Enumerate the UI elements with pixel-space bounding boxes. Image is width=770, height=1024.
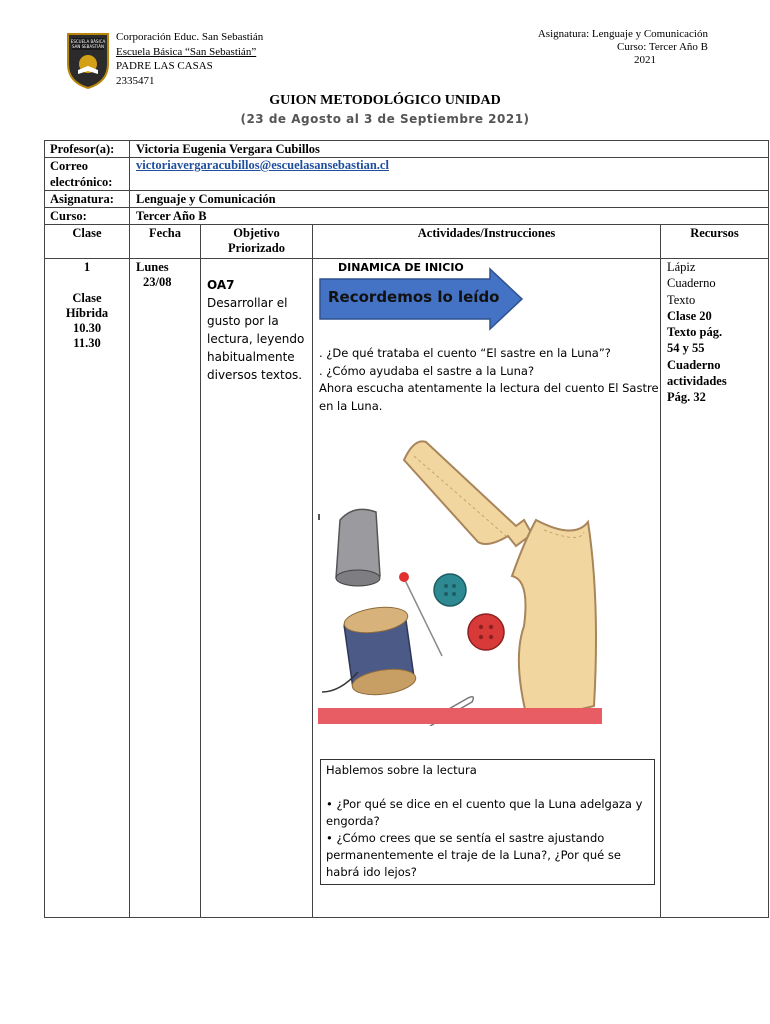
org-line-1: Corporación Educ. San Sebastián: [116, 31, 264, 43]
red-strip: [318, 708, 602, 724]
oa-line: Desarrollar el: [207, 296, 288, 310]
question-line: . ¿De qué trataba el cuento “El sastre en la Luna”?: [319, 346, 611, 360]
email-label-2: electrónico:: [50, 175, 113, 189]
subject-line: Asignatura: Lenguaje y Comunicación: [537, 28, 708, 40]
course-line: Curso: Tercer Año B: [617, 41, 708, 53]
bodice-fabric: [512, 520, 596, 722]
clase-type-1: Clase: [72, 291, 102, 305]
school-logo: [64, 30, 112, 90]
col-objetivo: [201, 226, 312, 256]
col-clase: Clase: [72, 226, 102, 240]
col-objetivo-line-2: Priorizado: [228, 241, 285, 255]
resource-item: Cuaderno: [667, 357, 721, 372]
question-line: Ahora escucha atentamente la lectura del cuento El Sastre: [319, 381, 659, 395]
org-line-4: 2335471: [116, 74, 155, 87]
discussion-title: Hablemos sobre la lectura: [326, 763, 477, 777]
question-line: en la Luna.: [319, 398, 383, 413]
questions: [319, 345, 659, 415]
org-line-3: PADRE LAS CASAS: [116, 60, 213, 72]
clase-cell: [45, 260, 129, 351]
col-recursos: Recursos: [690, 226, 739, 240]
thread-spool: [322, 604, 417, 699]
email-label-1: Correo: [50, 159, 88, 173]
fecha-date: 23/08: [143, 275, 172, 289]
col-actividades: Actividades/Instrucciones: [417, 226, 556, 240]
org-line-2: Escuela Básica “San Sebastián”: [116, 45, 257, 58]
oa-line: diversos textos.: [207, 368, 303, 382]
objetivo-cell: [207, 276, 304, 384]
teal-button: [434, 574, 466, 606]
subject-label: Asignatura:: [50, 192, 114, 206]
fecha-cell: [136, 260, 171, 290]
discussion-content: [326, 762, 642, 881]
teacher-value: Victoria Eugenia Vergara Cubillos: [136, 142, 320, 156]
discussion-line: permanentemente el traje de la Luna?, ¿Por qué se: [326, 848, 621, 862]
discussion-line: engorda?: [326, 814, 380, 828]
resource-item: Cuaderno: [667, 276, 716, 291]
school-info: [116, 30, 263, 88]
teacher-label: Profesor(a):: [50, 142, 115, 156]
activity-heading: DINAMICA DE INICIO: [338, 261, 464, 274]
oa-code: OA7: [207, 278, 235, 292]
oa-line: habitualmente: [207, 350, 295, 364]
col-objetivo-line-1: Objetivo: [233, 226, 280, 240]
page-subtitle: (23 de Agosto al 3 de Septiembre 2021): [240, 112, 530, 126]
sewing-illustration: [318, 430, 602, 726]
oa-line: lectura, leyendo: [207, 332, 305, 346]
svg-text:ESCUELA BÁSICA: ESCUELA BÁSICA: [70, 39, 106, 44]
svg-text:SAN SEBASTIÁN: SAN SEBASTIÁN: [71, 44, 105, 49]
email-link[interactable]: victoriavergaracubillos@escuelasansebastian.cl: [136, 158, 389, 172]
arrow-text: Recordemos lo leído: [328, 288, 500, 306]
resource-item: Texto pág.: [667, 325, 723, 340]
oa-line: gusto por la: [207, 314, 279, 328]
resource-item: Lápiz: [667, 260, 696, 274]
course-info: [538, 28, 708, 67]
page-title: GUION METODOLÓGICO UNIDAD: [269, 93, 501, 108]
red-button: [468, 614, 504, 650]
discussion-line: habrá ido lejos?: [326, 865, 417, 879]
col-fecha: Fecha: [149, 226, 181, 240]
resource-item: Texto: [667, 292, 696, 307]
oa-description: [207, 294, 304, 384]
question-line: . ¿Cómo ayudaba el sastre a la Luna?: [319, 363, 535, 378]
subject-value: Lenguaje y Comunicación: [136, 192, 276, 206]
course-value: Tercer Año B: [136, 209, 207, 223]
discussion-line: • ¿Cómo crees que se sentía el sastre ajustando: [326, 831, 605, 845]
fecha-day: Lunes: [136, 260, 169, 274]
resource-item: Clase 20: [667, 308, 712, 323]
thimble: [336, 509, 380, 586]
clase-time-1: 10.30: [72, 321, 102, 335]
clase-number: 1: [83, 260, 91, 274]
resource-item: actividades: [667, 374, 727, 389]
resource-item: 54 y 55: [667, 341, 705, 356]
sleeve-fabric: [404, 441, 532, 546]
year-line: 2021: [634, 54, 656, 66]
discussion-line: • ¿Por qué se dice en el cuento que la Luna adelgaza y: [326, 797, 643, 811]
clase-time-2: 11.30: [73, 336, 101, 350]
resource-item: Pág. 32: [667, 390, 706, 405]
course-label: Curso:: [50, 209, 87, 223]
resources-cell: [667, 259, 727, 406]
clase-type-2: Híbrida: [65, 306, 109, 320]
